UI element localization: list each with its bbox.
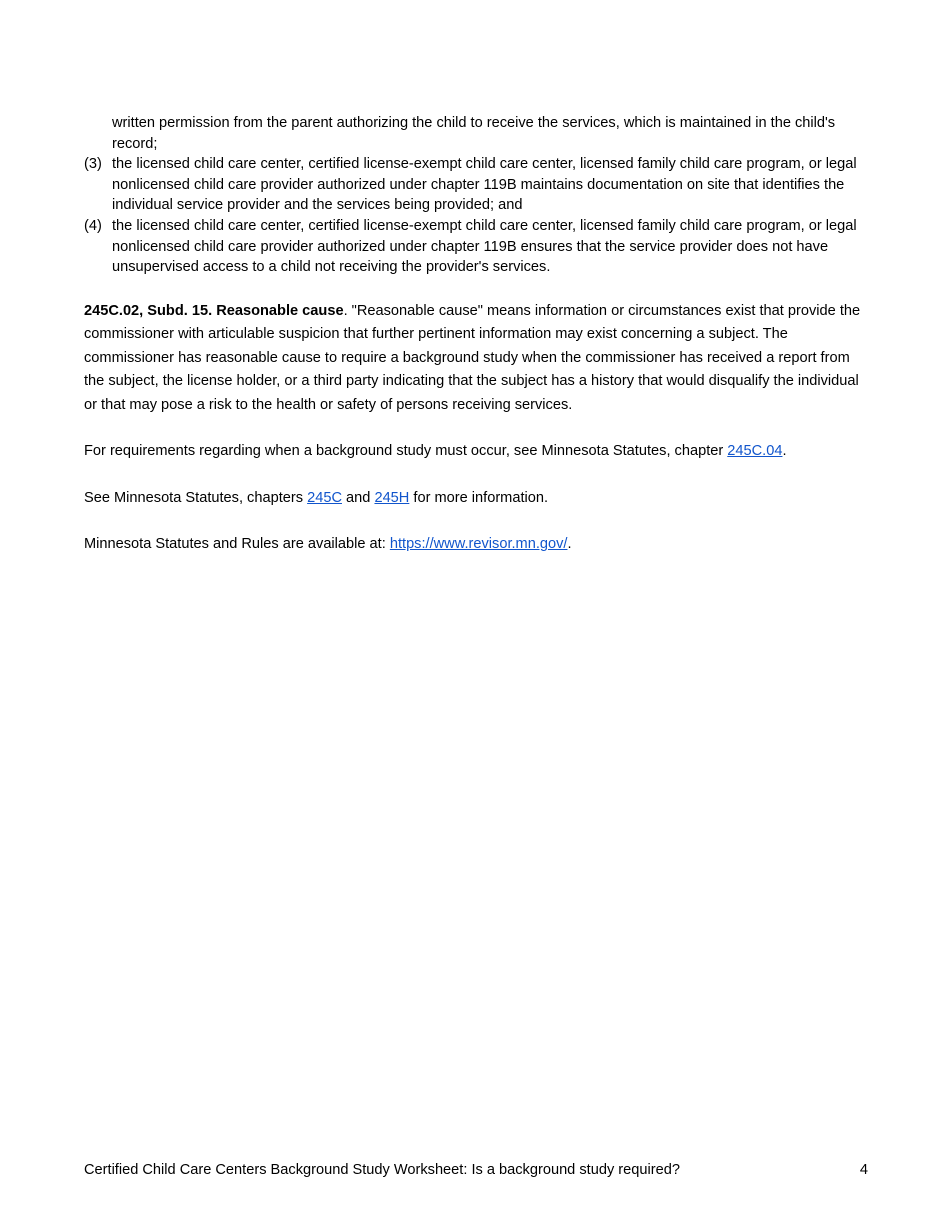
list-number: (3) (84, 156, 102, 173)
list-number: (4) (84, 217, 102, 234)
requirements-period: . (782, 443, 787, 460)
list-item-4 (84, 216, 868, 278)
link-245c04[interactable]: 245C.04 (727, 443, 783, 460)
availability-paragraph (84, 533, 868, 557)
list-continuation: written permission from the parent authorizing the child to receive the services, which is maintained in the child's record; (112, 115, 836, 152)
page-footer (84, 1162, 868, 1178)
reasonable-cause-heading: 245C.02, Subd. 15. Reasonable cause (84, 302, 344, 319)
requirements-paragraph (84, 440, 868, 464)
link-245c[interactable]: 245C (307, 489, 342, 506)
see-also-text: See Minnesota Statutes, chapters (84, 489, 308, 506)
see-also-and: and (341, 489, 375, 506)
link-245h[interactable]: 245H (374, 489, 410, 506)
document-body (84, 113, 868, 557)
footer-title: Certified Child Care Centers Background Study Worksheet: Is a background study required? (84, 1162, 680, 1178)
availability-period: . (567, 536, 572, 553)
link-revisor[interactable]: https://www.revisor.mn.gov/ (389, 536, 568, 553)
availability-text: Minnesota Statutes and Rules are available at: (84, 536, 390, 553)
reasonable-cause-body: . "Reasonable cause" means information or circumstances exist that provide the commissioner with articulable suspicion that further pertinent information may exist concerning a subject. The commissioner has reasonable cause to require a background study when the commissioner has received a report from the subject, the license holder, or a third party indicating that the subject has a history that would disqualify the individual or that may pose a risk to the health or safety of persons receiving services. (84, 302, 861, 413)
list-text: the licensed child care center, certified license-exempt child care center, licensed family child care program, or legal nonlicensed child care provider authorized under chapter 119B maintains documentation on site that identifies the individual service provider and the services being provided; and (112, 156, 857, 214)
page-number: 4 (859, 1162, 868, 1178)
requirements-text: For requirements regarding when a background study must occur, see Minnesota Statutes, chapter (84, 443, 728, 460)
see-also-paragraph (84, 487, 868, 511)
reasonable-cause-paragraph (84, 300, 868, 418)
list-text: the licensed child care center, certified license-exempt child care center, licensed family child care program, or legal nonlicensed child care provider authorized under chapter 119B ensures that the service provider does not have unsupervised access to a child not receiving the provider's services. (112, 217, 857, 276)
list-item-3 (84, 154, 868, 216)
see-also-tail: for more information. (409, 489, 549, 506)
